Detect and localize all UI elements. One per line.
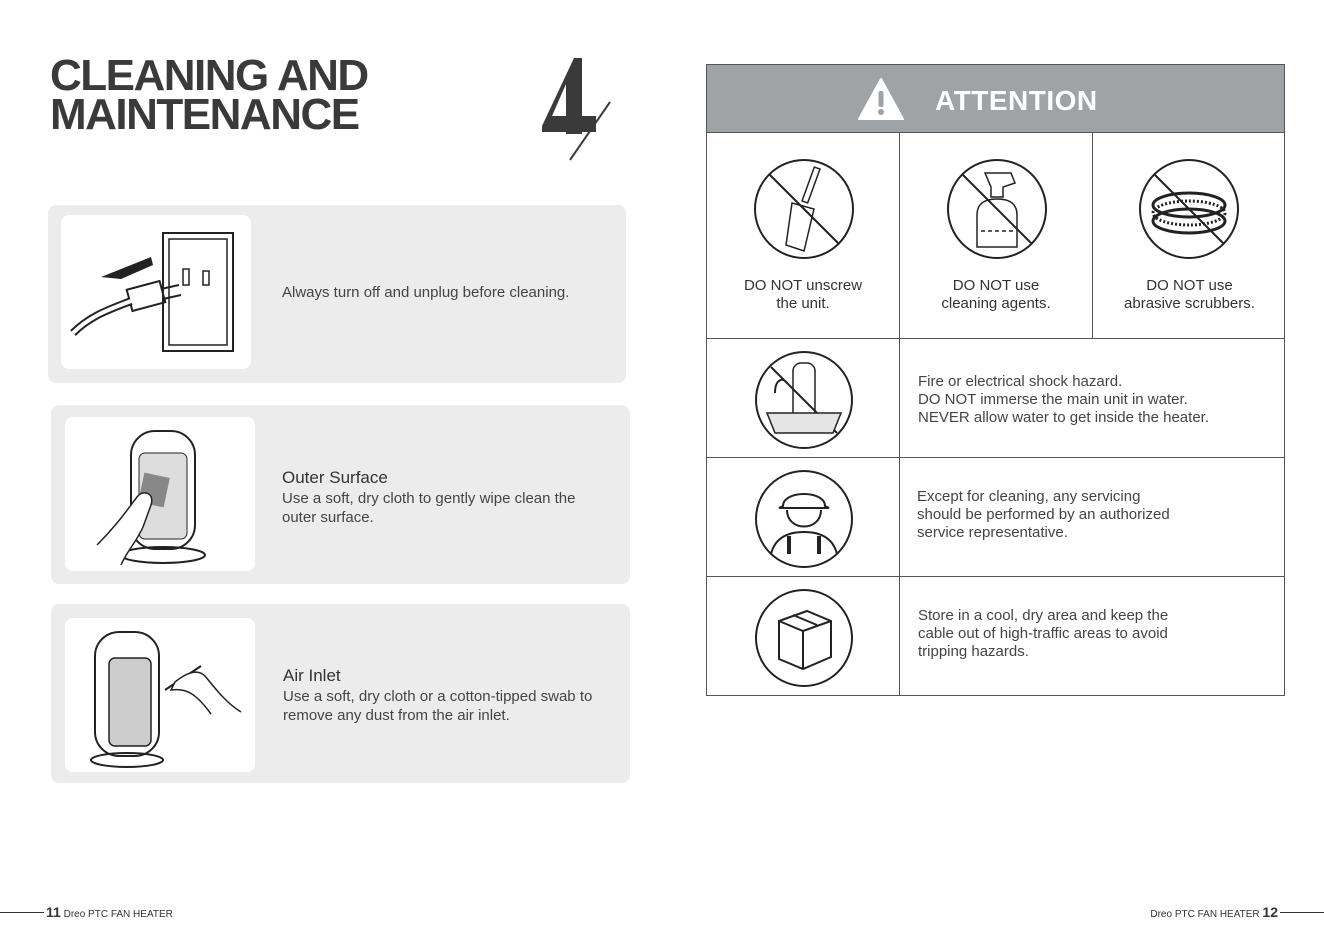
caption-line: abrasive scrubbers. bbox=[1124, 295, 1255, 312]
attention-row-text: Except for cleaning, any servicing should be performed by an authorized service representative. bbox=[917, 488, 1170, 541]
caption-line: DO NOT use bbox=[1146, 277, 1233, 294]
caption-line: cleaning agents. bbox=[941, 295, 1051, 312]
step-card-unplug bbox=[48, 205, 626, 383]
page-title: CLEANING AND MAINTENANCE bbox=[50, 51, 368, 139]
step-title: Air Inlet bbox=[283, 666, 341, 685]
step-text: Use a soft, dry cloth to gently wipe clean the outer surface. bbox=[282, 490, 576, 526]
attention-row-text: Store in a cool, dry area and keep the cable out of high-traffic areas to avoid tripping hazards. bbox=[918, 607, 1169, 660]
attention-label: ATTENTION bbox=[935, 85, 1098, 116]
service-technician-icon bbox=[753, 468, 855, 570]
step-content bbox=[283, 666, 603, 725]
attention-row-text: Fire or electrical shock hazard. DO NOT immerse the main unit in water. NEVER allow water to get inside the heater. bbox=[918, 373, 1209, 426]
prohibition-caption bbox=[900, 277, 1092, 313]
footer-left bbox=[46, 904, 173, 920]
footer-product: Dreo PTC FAN HEATER bbox=[1150, 909, 1260, 920]
clean-air-inlet-illustration bbox=[65, 618, 255, 772]
no-spray-bottle-icon bbox=[945, 157, 1049, 261]
step-card-outer-surface bbox=[51, 405, 630, 584]
chapter-number bbox=[536, 54, 616, 169]
attention-panel bbox=[706, 64, 1285, 696]
page-number: 11 bbox=[46, 904, 61, 920]
footer-rule-right bbox=[1280, 912, 1324, 913]
footer-product: Dreo PTC FAN HEATER bbox=[63, 909, 173, 920]
attention-header bbox=[707, 65, 1284, 133]
caption-line: the unit. bbox=[776, 295, 830, 312]
no-screwdriver-icon bbox=[752, 157, 856, 261]
prohibition-caption bbox=[707, 277, 899, 313]
no-scrubber-icon bbox=[1137, 157, 1241, 261]
caption-line: DO NOT unscrew bbox=[743, 277, 863, 294]
page-number: 12 bbox=[1262, 904, 1278, 920]
step-content bbox=[282, 468, 602, 527]
warning-triangle-icon bbox=[857, 77, 905, 121]
step-card-air-inlet bbox=[51, 604, 630, 783]
unplug-illustration bbox=[61, 215, 251, 369]
footer-right bbox=[1150, 904, 1278, 920]
wipe-outer-surface-illustration bbox=[65, 417, 255, 571]
step-text: Always turn off and unplug before cleaning. bbox=[282, 284, 570, 301]
storage-box-icon bbox=[753, 587, 855, 689]
prohibition-caption bbox=[1093, 277, 1286, 313]
caption-line: DO NOT use bbox=[952, 277, 1040, 294]
footer-rule-left bbox=[0, 912, 44, 913]
no-water-immersion-icon bbox=[753, 349, 855, 451]
step-title: Outer Surface bbox=[282, 468, 388, 487]
step-text: Use a soft, dry cloth or a cotton-tipped swab to remove any dust from the air inlet. bbox=[283, 688, 593, 724]
